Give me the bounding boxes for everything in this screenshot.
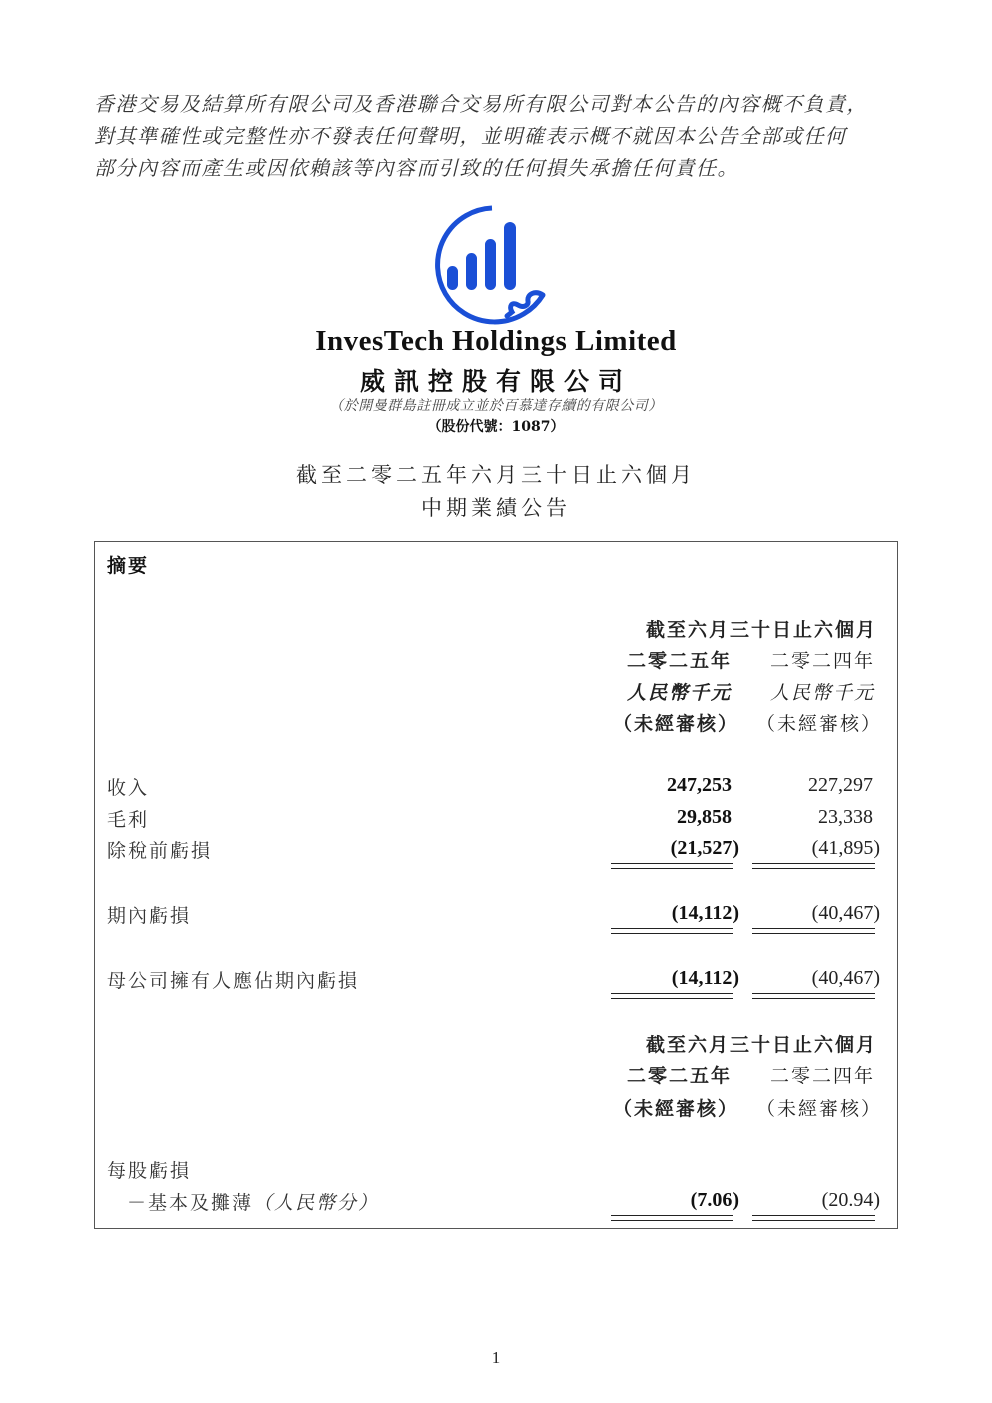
summary-box [94, 541, 898, 1229]
loss-for-period-prior: (40,467) [811, 902, 880, 924]
double-underline [752, 1215, 875, 1221]
unit-current-header: 人民幣千元 [626, 682, 732, 704]
incorporation-note: （於開曼群島註冊成立並於百慕達存續的有限公司） [329, 398, 663, 414]
row-label-eps: 每股虧損 [107, 1160, 192, 1182]
double-underline [752, 993, 875, 999]
announcement-subtitle: 中期業績公告 [421, 496, 571, 520]
row-label-revenue: 收入 [107, 777, 150, 799]
loss-attributable-prior: (40,467) [811, 967, 880, 989]
period-header: 截至六月三十日止六個月 [645, 619, 877, 641]
revenue-current: 247,253 [667, 774, 732, 796]
period-header-2: 截至六月三十日止六個月 [645, 1034, 877, 1056]
announcement-title: 截至二零二五年六月三十日止六個月 [296, 463, 696, 487]
gross-profit-prior: 23,338 [818, 806, 873, 828]
double-underline [752, 863, 875, 869]
revenue-prior: 227,297 [808, 774, 873, 796]
summary-title: 摘要 [107, 555, 150, 577]
company-logo [431, 204, 553, 326]
audit-current-header: （未經審核） [612, 713, 739, 735]
year-current-header: 二零二五年 [626, 650, 732, 672]
row-label-gross-profit: 毛利 [107, 809, 150, 831]
eps-sublabel: －基本及攤薄 [127, 1192, 254, 1214]
audit-prior-header-2: （未經審核） [755, 1098, 882, 1120]
logo-mark [438, 208, 543, 322]
eps-prior: (20.94) [821, 1189, 880, 1211]
double-underline [611, 863, 733, 869]
disclaimer-line: 香港交易及結算所有限公司及香港聯合交易所有限公司對本公告的內容概不負責， [94, 92, 868, 116]
disclaimer-line: 對其準確性或完整性亦不發表任何聲明，並明確表示概不就因本公告全部或任何 [94, 124, 847, 148]
double-underline [611, 993, 733, 999]
disclaimer [94, 88, 904, 184]
loss-before-tax-prior: (41,895) [811, 837, 880, 859]
disclaimer-line: 部分內容而產生或因依賴該等內容而引致的任何損失承擔任何責任。 [94, 156, 739, 180]
eps-unit: （人民幣分） [253, 1192, 380, 1214]
loss-attributable-current: (14,112) [671, 967, 739, 989]
year-current-header-2: 二零二五年 [626, 1065, 732, 1087]
row-label-loss-attributable: 母公司擁有人應佔期內虧損 [107, 970, 360, 992]
double-underline [611, 1215, 733, 1221]
eps-current: (7.06) [690, 1189, 739, 1211]
loss-before-tax-current: (21,527) [670, 837, 739, 859]
company-name-zh: 威訊控股有限公司 [359, 367, 632, 396]
stock-code: （股份代號：1087） [427, 419, 565, 435]
page-number: 1 [491, 1348, 501, 1367]
double-underline [611, 928, 733, 934]
double-underline [752, 928, 875, 934]
row-label-loss-before-tax: 除稅前虧損 [107, 840, 213, 862]
audit-current-header-2: （未經審核） [612, 1098, 739, 1120]
row-label-eps-basic-diluted [127, 1188, 379, 1215]
company-name-en: InvesTech Holdings Limited [315, 325, 677, 357]
year-prior-header-2: 二零二四年 [769, 1065, 875, 1087]
loss-for-period-current: (14,112) [671, 902, 739, 924]
audit-prior-header: （未經審核） [755, 713, 882, 735]
unit-prior-header: 人民幣千元 [769, 682, 875, 704]
row-label-loss-for-period: 期內虧損 [107, 905, 192, 927]
gross-profit-current: 29,858 [677, 806, 732, 828]
year-prior-header: 二零二四年 [769, 650, 875, 672]
